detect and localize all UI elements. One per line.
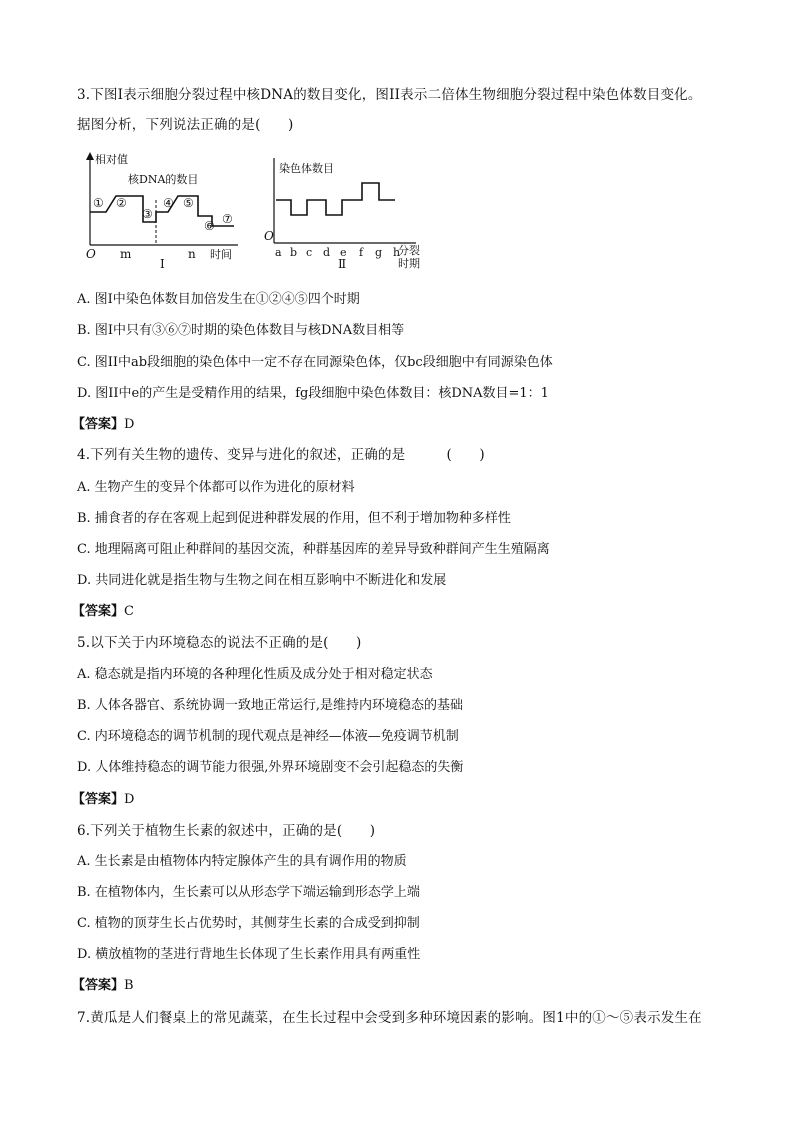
- answer-label: 【答案】: [72, 604, 125, 619]
- q3-figure: [86, 150, 426, 270]
- q3-option-b: B. 图Ⅰ中只有③⑥⑦时期的染色体数目与核DNA数目相等: [77, 323, 405, 338]
- fig1-caption: Ⅰ: [160, 257, 165, 270]
- q6-stem: 6.下列关于植物生长素的叙述中，正确的是( ): [77, 823, 376, 839]
- q3-stem-line2: 据图分析，下列说法正确的是( ): [77, 117, 294, 133]
- q4-answer: [72, 603, 134, 621]
- fig1-origin: O: [86, 247, 96, 261]
- q3-answer: [72, 416, 134, 434]
- fig1-title: 核DNA的数目: [128, 173, 199, 186]
- fig1-period-4: ④: [163, 196, 174, 210]
- fig2-xtick-c: c: [306, 246, 313, 259]
- q5-stem: 5.以下关于内环境稳态的说法不正确的是( ): [77, 635, 362, 651]
- q5-option-b: B. 人体各器官、系统协调一致地正常运行,是维持内环境稳态的基础: [77, 698, 463, 713]
- answer-value: D: [124, 792, 135, 807]
- fig2-y-label: 染色体数目: [279, 162, 334, 175]
- fig1-period-2: ②: [116, 196, 127, 210]
- q3-option-a: A. 图Ⅰ中染色体数目加倍发生在①②④⑤四个时期: [77, 292, 360, 307]
- fig2-x-label-2: 时期: [398, 257, 420, 270]
- q6-option-c: C. 植物的顶芽生长占优势时，其侧芽生长素的合成受到抑制: [77, 916, 420, 931]
- fig1-period-7: ⑦: [222, 212, 233, 226]
- figure-2: [264, 158, 420, 270]
- fig1-xtick-m: m: [120, 247, 132, 261]
- fig2-xtick-d: d: [323, 246, 331, 259]
- answer-label: 【答案】: [72, 978, 125, 993]
- q3-option-c: C. 图II中ab段细胞的染色体中一定不存在同源染色体，仅bc段细胞中有同源染色体: [77, 355, 553, 370]
- fig1-period-3: ③: [142, 207, 153, 221]
- q4-stem: 4.下列有关生物的遗传、变异与进化的叙述，正确的是 ( ): [77, 447, 485, 463]
- answer-label: 【答案】: [72, 417, 125, 432]
- q6-answer: [72, 977, 134, 995]
- answer-value: B: [124, 978, 134, 993]
- fig1-period-5: ⑤: [183, 196, 194, 210]
- answer-value: D: [124, 417, 135, 432]
- fig2-origin: O: [264, 229, 274, 243]
- fig2-xtick-h: h: [393, 246, 401, 259]
- q4-option-c: C. 地理隔离可阻止种群间的基因交流，种群基因库的差异导致种群间产生生殖隔离: [77, 542, 550, 557]
- q3-option-d: D. 图II中e的产生是受精作用的结果，fg段细胞中染色体数目：核DNA数目=1：1: [77, 386, 549, 401]
- q6-option-a: A. 生长素是由植物体内特定腺体产生的具有调作用的物质: [77, 854, 407, 869]
- answer-value: C: [124, 604, 134, 619]
- q5-option-d: D. 人体维持稳态的调节能力很强,外界环境剧变不会引起稳态的失衡: [77, 760, 464, 775]
- fig1-period-6: ⑥: [204, 219, 215, 233]
- q7-stem: 7.黄瓜是人们餐桌上的常见蔬菜，在生长过程中会受到多种环境因素的影响。图1中的①～⑤表示发生在: [77, 1010, 702, 1026]
- fig1-y-arrow: [86, 152, 94, 160]
- figure-1: [86, 152, 238, 270]
- fig2-xtick-f: f: [359, 246, 364, 259]
- fig1-period-1: ①: [93, 196, 104, 210]
- q5-answer: [72, 791, 134, 809]
- fig1-xtick-n: n: [188, 247, 196, 261]
- q3-figure-svg: [86, 150, 426, 270]
- q6-option-b: B. 在植物体内，生长素可以从形态学下端运输到形态学上端: [77, 885, 420, 900]
- fig2-xtick-e: e: [340, 246, 347, 259]
- fig2-xtick-a: a: [275, 246, 282, 259]
- q5-option-c: C. 内环境稳态的调节机制的现代观点是神经—体液—免疫调节机制: [77, 729, 459, 744]
- fig2-xtick-g: g: [375, 246, 383, 259]
- q6-option-d: D. 横放植物的茎进行背地生长体现了生长素作用具有两重性: [77, 947, 421, 962]
- fig1-y-label: 相对值: [95, 153, 128, 166]
- fig2-caption: Ⅱ: [338, 257, 347, 270]
- q3-stem-line1: 3.下图Ⅰ表示细胞分裂过程中核DNA的数目变化，图II表示二倍体生物细胞分裂过程中染色体数目变化。: [77, 87, 702, 103]
- q4-option-b: B. 捕食者的存在客观上起到促进种群发展的作用，但不利于增加物种多样性: [77, 511, 511, 526]
- q4-option-d: D. 共同进化就是指生物与生物之间在相互影响中不断进化和发展: [77, 573, 447, 588]
- fig2-x-label-1: 分裂: [398, 244, 420, 257]
- fig2-xtick-b: b: [290, 246, 298, 259]
- q4-option-a: A. 生物产生的变异个体都可以作为进化的原材料: [77, 480, 355, 495]
- answer-label: 【答案】: [72, 792, 125, 807]
- fig2-chromosome-curve: [276, 183, 395, 215]
- fig1-x-label: 时间: [210, 248, 232, 261]
- q5-option-a: A. 稳态就是指内环境的各种理化性质及成分处于相对稳定状态: [77, 667, 433, 682]
